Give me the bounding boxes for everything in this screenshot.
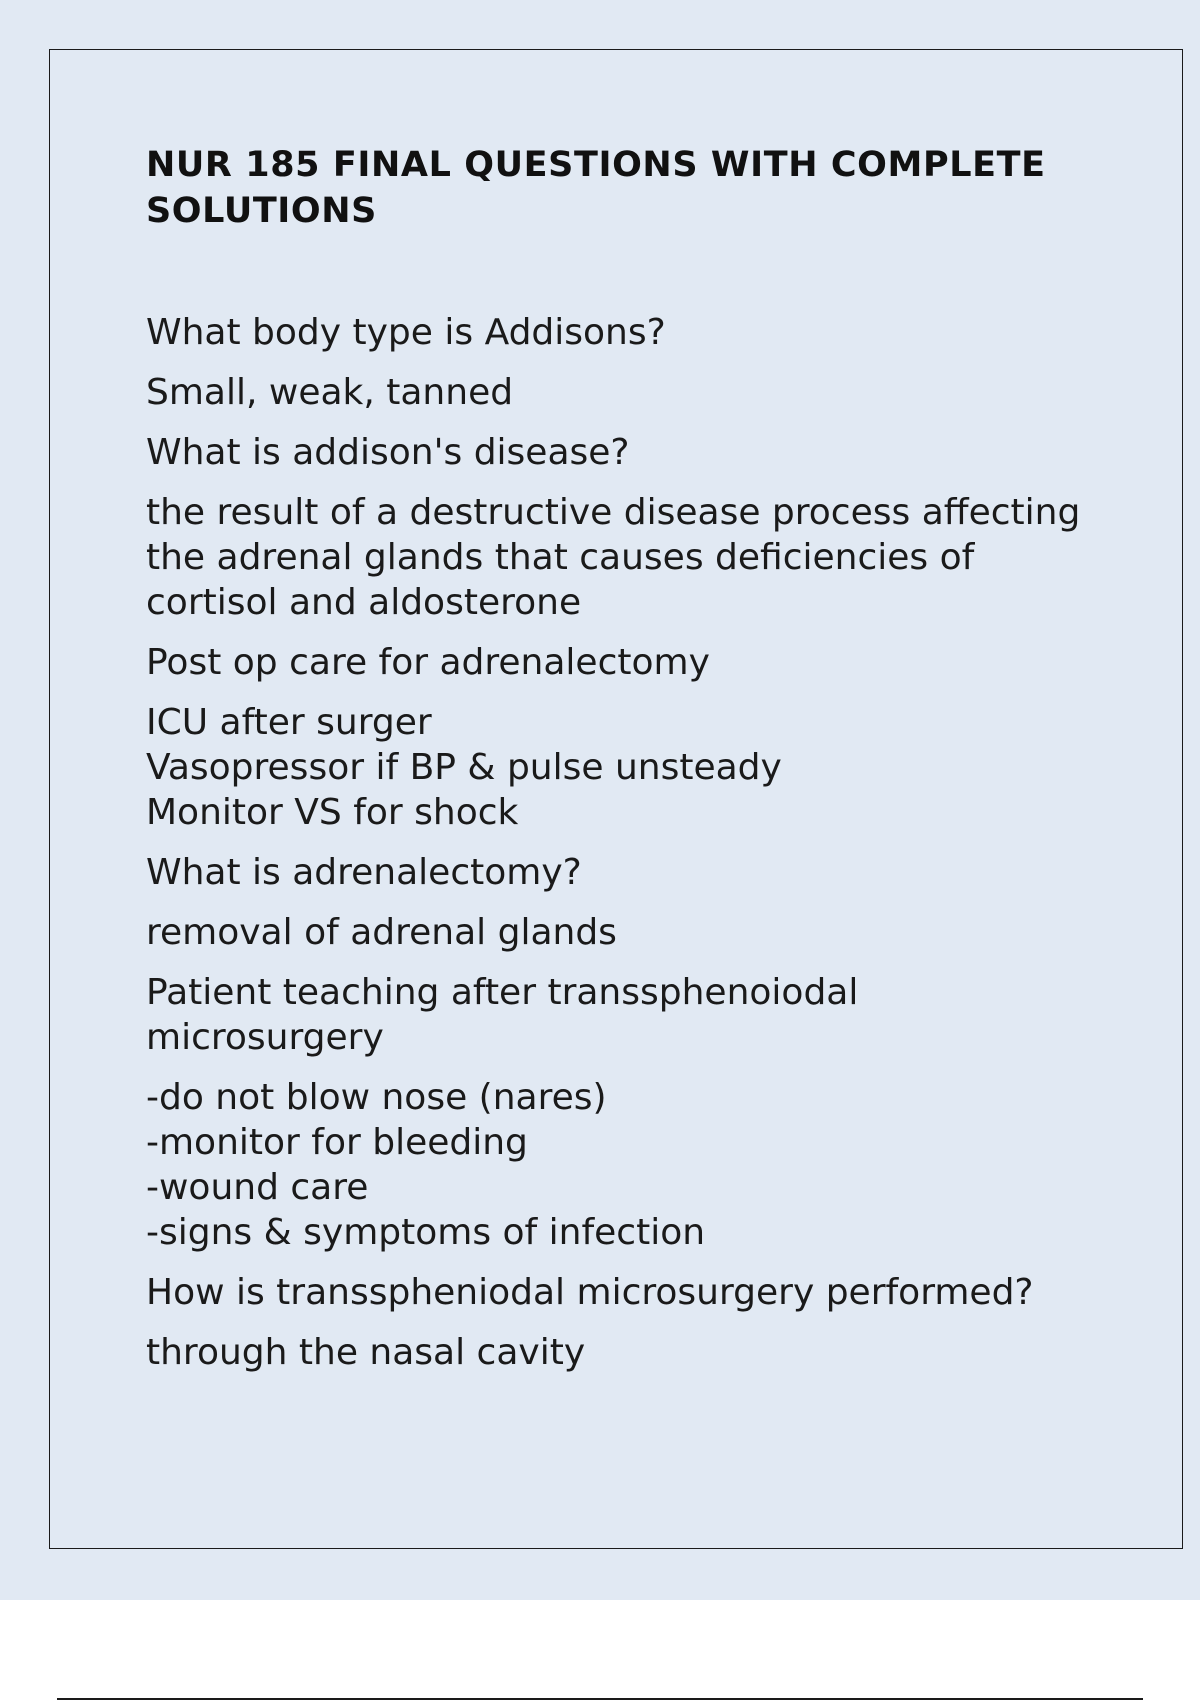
document-title: NUR 185 FINAL QUESTIONS WITH COMPLETE SOLUTIONS	[146, 145, 1046, 231]
question-text: What is addison's disease?	[146, 432, 630, 473]
document-content	[146, 142, 1106, 1390]
answer-text: removal of adrenal glands	[146, 912, 617, 953]
answer-text: through the nasal cavity	[146, 1332, 586, 1373]
answer-text: the result of a destructive disease process affecting the adrenal glands that causes deficiencies of cortisol and aldosterone	[146, 492, 1081, 623]
question-text: Post op care for adrenalectomy	[146, 642, 710, 683]
answer-text: Small, weak, tanned	[146, 372, 514, 413]
question-text: How is transspheniodal microsurgery performed?	[146, 1272, 1034, 1313]
question-text: Patient teaching after transsphenoiodal microsurgery	[146, 972, 859, 1058]
question-text: What body type is Addisons?	[146, 312, 666, 353]
answer-text: -do not blow nose (nares) -monitor for bleeding -wound care -signs & symptoms of infection	[146, 1077, 706, 1253]
qa-list	[146, 310, 1106, 1375]
question-text: What is adrenalectomy?	[146, 852, 582, 893]
answer-text: ICU after surger Vasopressor if BP & pulse unsteady Monitor VS for shock	[146, 702, 782, 833]
